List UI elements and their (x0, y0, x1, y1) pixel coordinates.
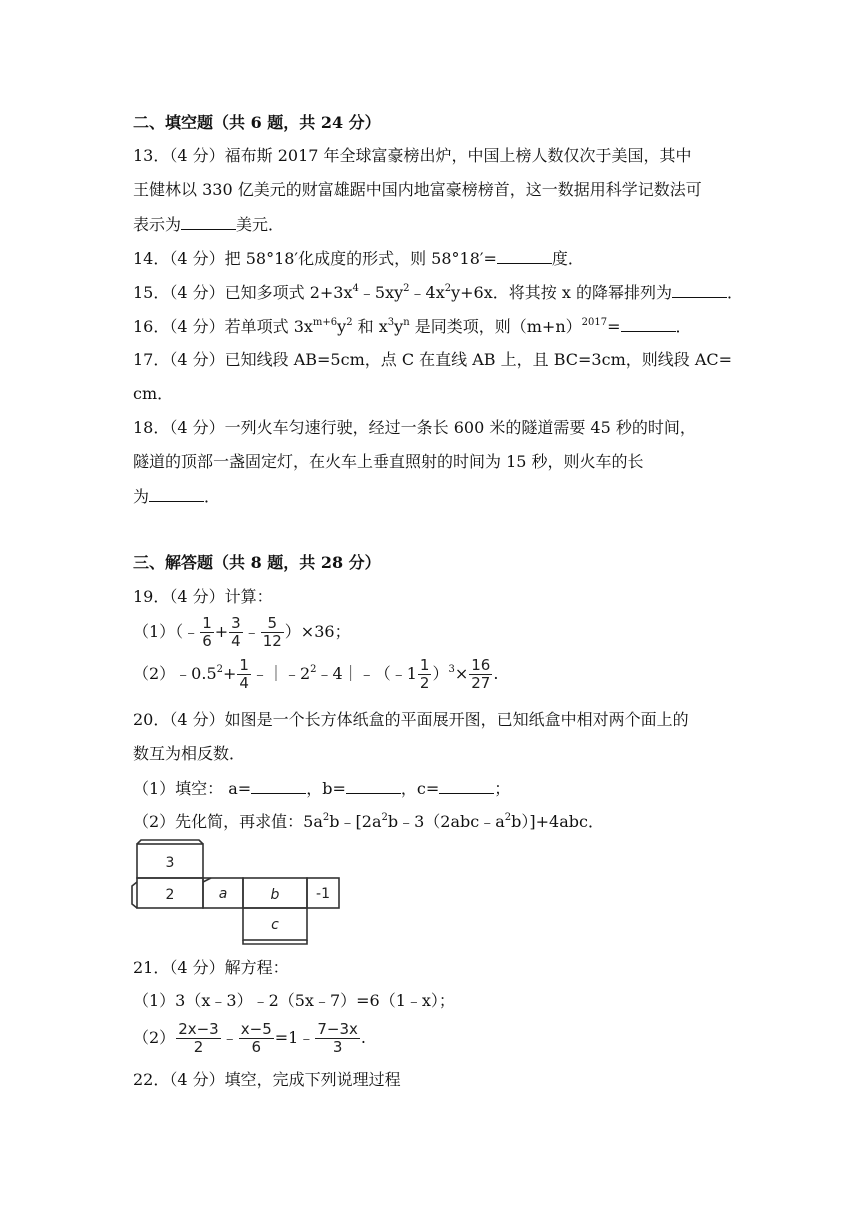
q19-p1-open: （1）（﹣ (133, 622, 200, 641)
q20-simp-exp2: 2 (381, 812, 388, 823)
q16-exp-5: 2017 (581, 317, 608, 328)
q18-line1: 18．（4 分）一列火车匀速行驶，经过一条长 600 米的隧道需要 45 秒的时间， (133, 418, 696, 437)
q19-p2-a: （2）﹣0.5 (133, 664, 217, 683)
q16-exp-2: 2 (346, 317, 353, 328)
q22-title: 22．（4 分）填空，完成下列说理过程 (133, 1070, 401, 1089)
plus-sign: + (214, 622, 229, 641)
numerator: 16 (471, 656, 491, 674)
q13-text-before-blank: 表示为 (133, 215, 182, 234)
net-label-neg1: -1 (316, 886, 330, 902)
q14-answer-blank[interactable] (497, 248, 552, 264)
q15-line (133, 282, 743, 303)
q13-line1: 13．（4 分）福布斯 2017 年全球富豪榜出炉，中国上榜人数仅次于美国，其中 (133, 146, 692, 165)
numerator: 3 (231, 614, 241, 632)
q15-answer-blank[interactable] (672, 282, 727, 298)
minus-sign: ﹣ (243, 622, 260, 641)
minus-sign: ﹣ (221, 1028, 238, 1047)
numerator: 1 (419, 656, 430, 674)
q13-line2: 王健林以 330 亿美元的财富雄踞中国内地富豪榜榜首，这一数据用科学记数法可 (133, 180, 702, 199)
q19-p2-exp: 2 (216, 664, 224, 675)
q20-fill-a-label: （1）填空： a= (133, 779, 252, 798)
denominator: 3 (332, 1038, 343, 1056)
q16-text-f: = (607, 317, 621, 336)
q19-p2-e: ） (432, 664, 449, 683)
q16-text-a: 16．（4 分）若单项式 3x (133, 317, 313, 336)
q20-fill-b-label: ，b= (306, 779, 346, 798)
q16-text-c: 和 x (352, 317, 388, 336)
q19-p2-d: ﹣4｜﹣（﹣1 (316, 664, 417, 683)
net-label-a: a (218, 886, 228, 902)
q20-a-blank[interactable] (251, 778, 306, 794)
q18-line2: 隧道的顶部一盏固定灯，在火车上垂直照射的时间为 15 秒，则火车的长 (133, 452, 644, 471)
denominator: 6 (251, 1038, 262, 1056)
q16-line (133, 316, 692, 337)
q18-line3 (133, 486, 220, 507)
q19-part2 (133, 656, 498, 692)
q20-simp-exp3: 2 (504, 812, 512, 823)
numerator: x−5 (240, 1020, 272, 1038)
q20-simp-exp1: 2 (322, 812, 330, 823)
q15-text-c: ﹣4x (409, 283, 445, 302)
q20-fill-end: ； (494, 779, 511, 798)
q15-text-end: ． (726, 283, 743, 302)
q19-fraction-3-4 (229, 615, 243, 650)
q20-c-blank[interactable] (439, 778, 494, 794)
q20-simp-a: （2）先化简，再求值：5a (133, 812, 323, 831)
q15-text-d: y+6x．将其按 x 的降幂排列为 (451, 283, 672, 302)
q21-part2 (133, 1020, 366, 1056)
q20-simplify (133, 812, 604, 832)
q19-fraction-1-4 (237, 657, 251, 692)
denominator: 27 (471, 674, 491, 692)
q15-exp-3: 2 (444, 283, 452, 294)
q19-fraction-1-6 (200, 615, 214, 650)
q16-answer-blank[interactable] (621, 316, 676, 332)
q19-fraction-5-12 (261, 615, 284, 650)
box-net-figure (131, 838, 343, 946)
q20-simp-c: b﹣3（2abc﹣a (387, 812, 505, 831)
q21-part1: （1）3（x﹣3）﹣2（5x﹣7）=6（1﹣x）； (133, 991, 455, 1010)
q21-p2-label: （2） (133, 1028, 176, 1047)
section-2-title: 二、填空题（共 6 题，共 24 分） (133, 113, 381, 132)
q19-p2-end: . (493, 664, 499, 683)
q18-answer-blank[interactable] (149, 486, 204, 502)
equals-one-minus: =1﹣ (274, 1028, 315, 1047)
q16-exp-4: n (403, 317, 410, 328)
q16-text-e: 是同类项，则（m+n） (409, 317, 582, 336)
numerator: 1 (239, 656, 249, 674)
numerator: 5 (261, 615, 284, 633)
denominator: 4 (231, 632, 241, 650)
denominator: 4 (239, 674, 249, 692)
q21-fraction-2 (239, 1021, 274, 1056)
net-label-2: 2 (165, 887, 175, 903)
q20-line2: 数互为相反数． (133, 744, 246, 763)
q13-line3 (133, 214, 284, 235)
q15-exp-1: 4 (352, 283, 359, 294)
q19-p2-exp2: 2 (310, 664, 317, 675)
net-label-b: b (270, 887, 280, 903)
q21-title: 21．（4 分）解方程： (133, 958, 289, 977)
q18-text-before-blank: 为 (133, 487, 150, 506)
q19-part1 (133, 614, 351, 650)
q19-fraction-1-2 (418, 657, 432, 692)
q19-p2-b: + (223, 664, 237, 683)
q20-fill (133, 778, 510, 799)
net-label-3: 3 (165, 855, 175, 871)
q17-line1: 17．（4 分）已知线段 AB=5cm，点 C 在直线 AB 上，且 BC=3cm，则线段 AC= (133, 350, 733, 369)
q19-p2-exp3: 3 (448, 664, 455, 675)
q20-simp-d: b）]+4abc． (511, 812, 604, 831)
denominator: 6 (202, 632, 212, 650)
q15-exp-2: 2 (403, 283, 410, 294)
net-label-c: c (271, 917, 279, 933)
q21-fraction-1 (176, 1021, 221, 1056)
q16-text-d: y (394, 317, 404, 336)
q19-fraction-16-27 (469, 657, 492, 692)
q16-text-b: y (337, 317, 347, 336)
q15-text-a: 15．（4 分）已知多项式 2+3x (133, 283, 353, 302)
q16-text-end: ． (675, 317, 692, 336)
q19-title: 19．（4 分）计算： (133, 587, 273, 606)
q20-b-blank[interactable] (346, 778, 401, 794)
q16-exp-1: m+6 (312, 317, 338, 328)
q21-p2-end: . (360, 1028, 366, 1047)
section-3-title: 三、解答题（共 8 题，共 28 分） (133, 553, 381, 572)
numerator: 7−3x (317, 1020, 358, 1038)
q20-line1: 20．（4 分）如图是一个长方体纸盒的平面展开图，已知纸盒中相对两个面上的 (133, 710, 689, 729)
denominator: 2 (193, 1038, 204, 1056)
q14-text: 14．（4 分）把 58°18′化成度的形式，则 58°18′= (133, 249, 497, 268)
q14-line (133, 248, 584, 269)
q17-line2: cm． (133, 384, 174, 403)
q19-p2-f: × (454, 664, 469, 683)
q13-answer-blank[interactable] (181, 214, 236, 230)
q19-p2-c: ﹣｜﹣2 (251, 664, 311, 683)
q13-text-after-blank: 美元． (236, 215, 285, 234)
q18-text-end: ． (204, 487, 221, 506)
q15-text-b: ﹣5xy (358, 283, 404, 302)
denominator: 12 (262, 632, 282, 650)
q14-unit: 度． (551, 249, 584, 268)
numerator: 2x−3 (178, 1020, 219, 1038)
denominator: 2 (419, 674, 430, 692)
q16-exp-3: 3 (387, 317, 395, 328)
q21-fraction-3 (315, 1021, 360, 1056)
numerator: 1 (202, 614, 212, 632)
q20-simp-b: b﹣[2a (329, 812, 382, 831)
q19-p1-close: ）×36； (284, 622, 351, 641)
q20-fill-c-label: ，c= (400, 779, 440, 798)
